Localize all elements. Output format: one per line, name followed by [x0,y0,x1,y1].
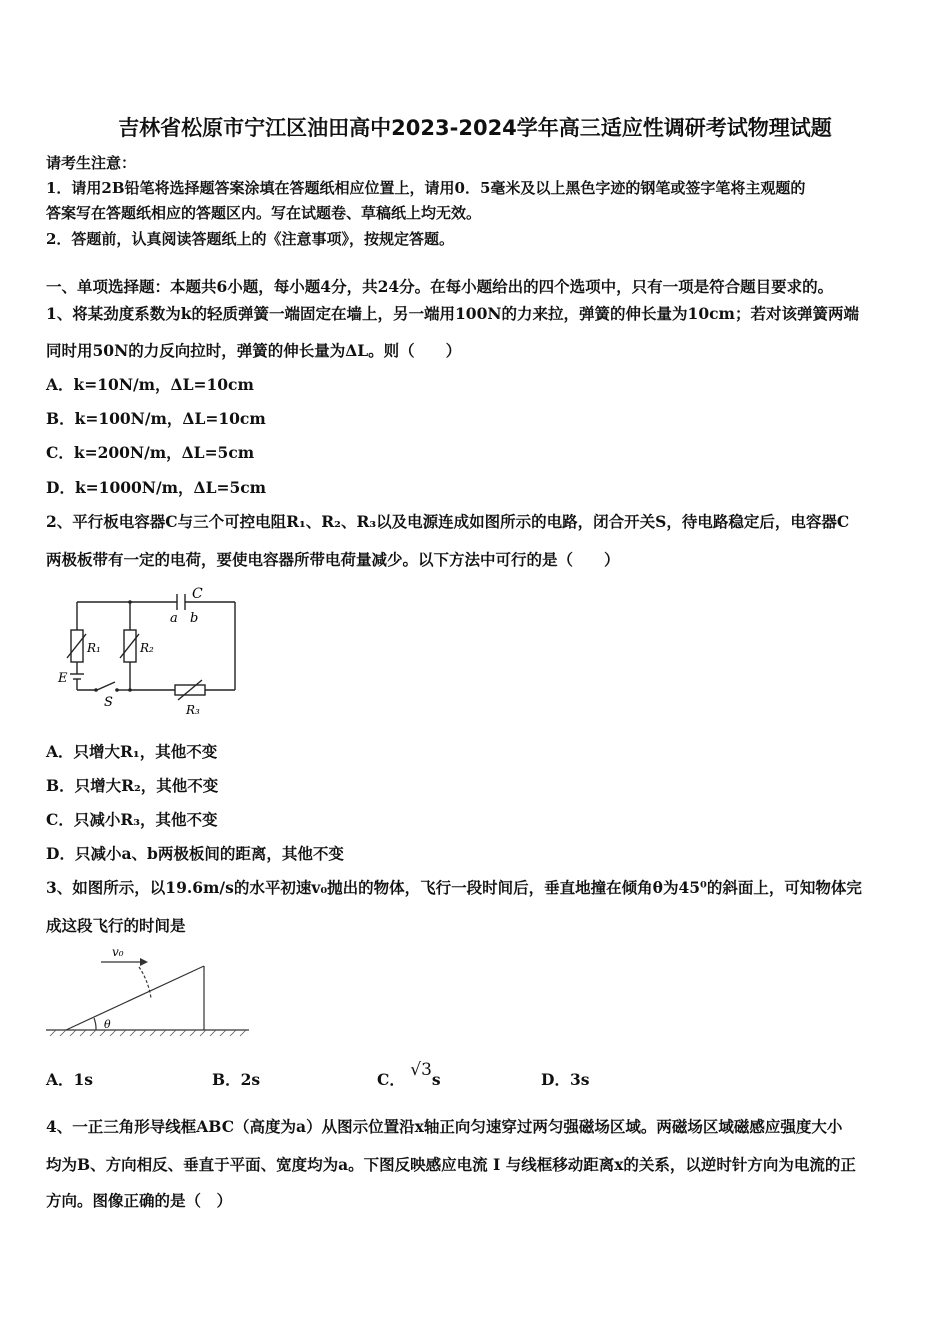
q3-stem-line-1: 3、如图所示，以19.6m/s的水平初速v₀抛出的物体，飞行一段时间后，垂直地撞在倾角θ为45⁰的斜面上，可知物体完 [46,878,862,897]
page-title: 吉林省松原市宁江区油田高中2023-2024学年高三适应性调研考试物理试题 [118,116,832,140]
q1-option-b: B．k=100N/m，ΔL=10cm [46,409,266,428]
q2-option-b: B．只增大R₂，其他不变 [46,776,219,795]
q3-option-b: B．2s [212,1070,261,1089]
label-e: E [58,671,68,686]
label-a: a [170,611,178,626]
q1-option-c: C．k=200N/m，ΔL=5cm [46,443,255,462]
q3-option-a: A．1s [46,1070,94,1089]
q2-stem-line-2: 两极板带有一定的电荷，要使电容器所带电荷量减少。以下方法中可行的是（ ） [46,550,620,569]
label-b: b [190,611,199,626]
label-theta: θ [104,1018,111,1031]
q1-option-d: D．k=1000N/m，ΔL=5cm [46,478,267,497]
circuit-diagram [50,582,250,722]
q3-option-c-prefix: C． [377,1070,405,1089]
notice-line-1b: 答案写在答题纸相应的答题区内。写在试题卷、草稿纸上均无效。 [46,204,482,222]
q3-option-c-unit: s [431,1070,441,1089]
label-r3: R₃ [186,703,200,717]
q3-stem-line-2: 成这段飞行的时间是 [46,916,186,935]
label-c: C [192,586,203,602]
q2-option-d: D．只减小a、b两极板间的距离，其他不变 [46,844,344,863]
notice-line-1: 1．请用2B铅笔将选择题答案涂填在答题纸相应位置上，请用0．5毫米及以上黑色字迹的钢笔或签字笔将主观题的 [46,179,806,197]
q1-option-a: A．k=10N/m，ΔL=10cm [46,375,254,394]
q1-stem-line-2: 同时用50N的力反向拉时，弹簧的伸长量为ΔL。则（ ） [46,341,462,360]
label-r2: R₂ [140,641,154,655]
q4-stem-line-1: 4、一正三角形导线框ABC（高度为a）从图示位置沿x轴正向匀速穿过两匀强磁场区域。两磁场区域磁感应强度大小 [46,1117,843,1136]
section-1-heading: 一、单项选择题：本题共6小题，每小题4分，共24分。在每小题给出的四个选项中，只有一项是符合题目要求的。 [46,277,834,296]
q4-stem-line-2: 均为B、方向相反、垂直于平面、宽度均为a。下图反映感应电流 I 与线框移动距离x的关系，以逆时针方向为电流的正 [46,1155,856,1174]
q4-stem-line-3: 方向。图像正确的是（ ） [46,1191,233,1210]
q3-option-c-sqrt: √3 [410,1060,432,1080]
q2-option-c: C．只减小R₃，其他不变 [46,810,218,829]
notice-heading: 请考生注意： [46,154,137,172]
label-v0: v₀ [112,945,124,959]
q3-option-d: D．3s [541,1070,590,1089]
label-s: S [104,695,113,710]
q3-option-c [377,1060,441,1090]
notice-line-2: 2．答题前，认真阅读答题纸上的《注意事项》，按规定答题。 [46,230,454,248]
q1-stem-line-1: 1、将某劲度系数为k的轻质弹簧一端固定在墙上，另一端用100N的力来拉，弹簧的伸长量为10cm；若对该弹簧两端 [46,304,859,323]
incline-diagram [44,940,254,1040]
label-r1: R₁ [87,641,101,655]
q2-stem-line-1: 2、平行板电容器C与三个可控电阻R₁、R₂、R₃以及电源连成如图所示的电路，闭合开关S，待电路稳定后，电容器C [46,512,850,531]
q2-option-a: A．只增大R₁，其他不变 [46,742,218,761]
